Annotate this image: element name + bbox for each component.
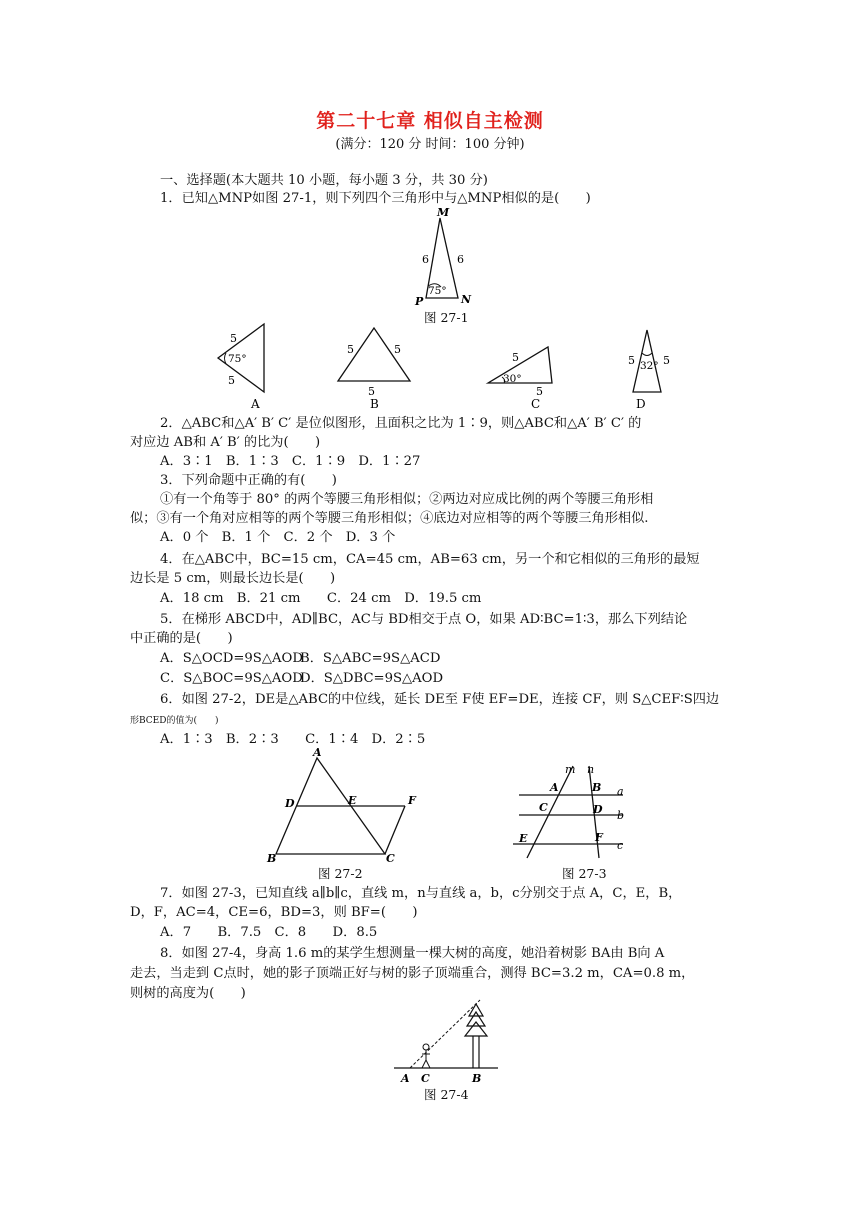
option-letter: B <box>370 397 379 411</box>
q8-line3: 则树的高度为( ) <box>130 986 246 1001</box>
side-label: 5 <box>536 385 543 398</box>
tree-top <box>469 1004 483 1016</box>
q1-options-figures <box>200 320 760 414</box>
label-f-point: F <box>595 831 603 844</box>
label-c-point: C <box>539 801 548 814</box>
q7-options: A．7 B．7.5 C．8 D．8.5 <box>160 925 378 940</box>
label-a-point: A <box>550 781 559 794</box>
q5-option-b: B．S△ABC=9S△ACD <box>300 651 441 666</box>
q3-line3: 似；③有一个角对应相等的两个等腰三角形相似；④底边对应相等的两个等腰三角形相似. <box>130 511 649 526</box>
option-letter: D <box>636 397 646 411</box>
label-b: B <box>267 852 277 865</box>
q2-options: A．3∶1 B．1∶3 C．1∶9 D．1∶27 <box>160 454 421 469</box>
segment-cf <box>385 806 405 854</box>
q6-line2: 形BCED的值为( ) <box>130 716 219 726</box>
side-label: 5 <box>347 343 354 356</box>
label-p: P <box>415 295 424 308</box>
q3-options: A．0 个 B．1 个 C．2 个 D．3 个 <box>160 530 396 545</box>
figure-caption: 图 27-2 <box>318 866 363 881</box>
label-line-c: c <box>617 839 624 852</box>
label-e-point: E <box>519 832 528 845</box>
q5-option-c: C．S△BOC=9S△AOD <box>160 671 303 686</box>
angle-label: 75° <box>228 353 247 365</box>
figure-27-3 <box>505 758 635 866</box>
label-n: n <box>587 763 595 776</box>
figure-27-4 <box>390 996 510 1086</box>
figure-27-2 <box>262 744 432 866</box>
figure-caption: 图 27-3 <box>562 866 607 881</box>
label-a: A <box>313 746 322 759</box>
figure-caption: 图 27-1 <box>424 310 469 325</box>
side-label: 5 <box>368 385 375 398</box>
q6-line1: 6．如图 27-2，DE是△ABC的中位线，延长 DE至 F使 EF=DE，连接 CF，则 S△CEF∶S四边 <box>160 692 720 707</box>
student-leg <box>422 1060 426 1068</box>
q5-option-a: A．S△OCD=9S△AOD <box>160 651 303 666</box>
label-b-point: B <box>592 781 602 794</box>
label-c: C <box>386 852 395 865</box>
label-a: A <box>401 1072 410 1085</box>
side-label: 6 <box>457 253 464 266</box>
q7-line1: 7．如图 27-3，已知直线 a∥b∥c，直线 m，n与直线 a，b，c分别交于点 A，C，E，B， <box>160 886 682 901</box>
option-letter: A <box>251 397 260 411</box>
page-subtitle: (满分：120 分 时间：100 分钟) <box>335 137 525 152</box>
section-heading: 一、选择题(本大题共 10 小题，每小题 3 分，共 30 分) <box>160 173 488 188</box>
q4-line2: 边长是 5 cm，则最长边长是( ) <box>130 571 336 586</box>
q4-options: A．18 cm B．21 cm C．24 cm D．19.5 cm <box>160 591 482 606</box>
q6-options: A．1∶3 B．2∶3 C．1∶4 D．2∶5 <box>160 732 426 747</box>
page-title: 第二十七章 相似自主检测 <box>316 110 544 132</box>
student-leg <box>426 1060 430 1068</box>
angle-arc <box>642 353 652 356</box>
side-label: 5 <box>512 351 519 364</box>
figure-27-1 <box>400 204 490 308</box>
q5-line1: 5．在梯形 ABCD中，AD∥BC，AC与 BD相交于点 O，如果 AD∶BC=1∶3，那么下列结论 <box>160 612 688 627</box>
q2-line2: 对应边 AB和 A′ B′ 的比为( ) <box>130 435 321 450</box>
label-f: F <box>408 794 416 807</box>
angle-label: 32° <box>640 360 659 372</box>
q5-option-d: D．S△DBC=9S△AOD <box>300 671 444 686</box>
side-label: 5 <box>663 354 670 367</box>
side-label: 6 <box>422 253 429 266</box>
q8-line1: 8．如图 27-4，身高 1.6 m的某学生想测量一棵大树的高度，她沿着树影 BA由 B向 A <box>160 946 665 961</box>
side-label: 5 <box>230 332 237 345</box>
label-m: m <box>565 763 576 776</box>
label-b: B <box>472 1072 482 1085</box>
q8-line2: 走去，当走到 C点时，她的影子顶端正好与树的影子顶端重合，测得 BC=3.2 m，CA=0.8 m， <box>130 966 695 981</box>
student-head <box>423 1044 429 1050</box>
q3-line2: ①有一个角等于 80° 的两个等腰三角形相似；②两边对应成比例的两个等腰三角形相 <box>160 492 654 507</box>
label-d-point: D <box>593 803 603 816</box>
q5-line2: 中正确的是( ) <box>130 631 233 646</box>
q1-text: 1．已知△MNP如图 27-1，则下列四个三角形中与△MNP相似的是( ) <box>160 191 591 206</box>
q2-line1: 2．△ABC和△A′ B′ C′ 是位似图形，且面积之比为 1∶9，则△ABC和△A′ B′ C′ 的 <box>160 416 642 431</box>
label-c: C <box>421 1072 430 1085</box>
q3-line1: 3．下列命题中正确的有( ) <box>160 473 337 488</box>
side-label: 5 <box>228 374 235 387</box>
q7-line2: D，F，AC=4，CE=6，BD=3，则 BF=( ) <box>130 905 418 920</box>
option-letter: C <box>531 397 541 411</box>
label-line-a: a <box>617 785 624 798</box>
label-line-b: b <box>617 809 625 822</box>
angle-label: 75° <box>428 285 447 297</box>
label-d: D <box>285 797 295 810</box>
q4-line1: 4．在△ABC中，BC=15 cm，CA=45 cm，AB=63 cm，另一个和它相似的三角形的最短 <box>160 552 700 567</box>
side-label: 5 <box>628 354 635 367</box>
side-label: 5 <box>394 343 401 356</box>
figure-caption: 图 27-4 <box>424 1087 469 1102</box>
sight-line <box>410 1000 480 1068</box>
label-n: N <box>461 293 472 306</box>
label-m: M <box>437 206 450 219</box>
label-e: E <box>348 794 357 807</box>
angle-label: 30° <box>503 373 522 385</box>
